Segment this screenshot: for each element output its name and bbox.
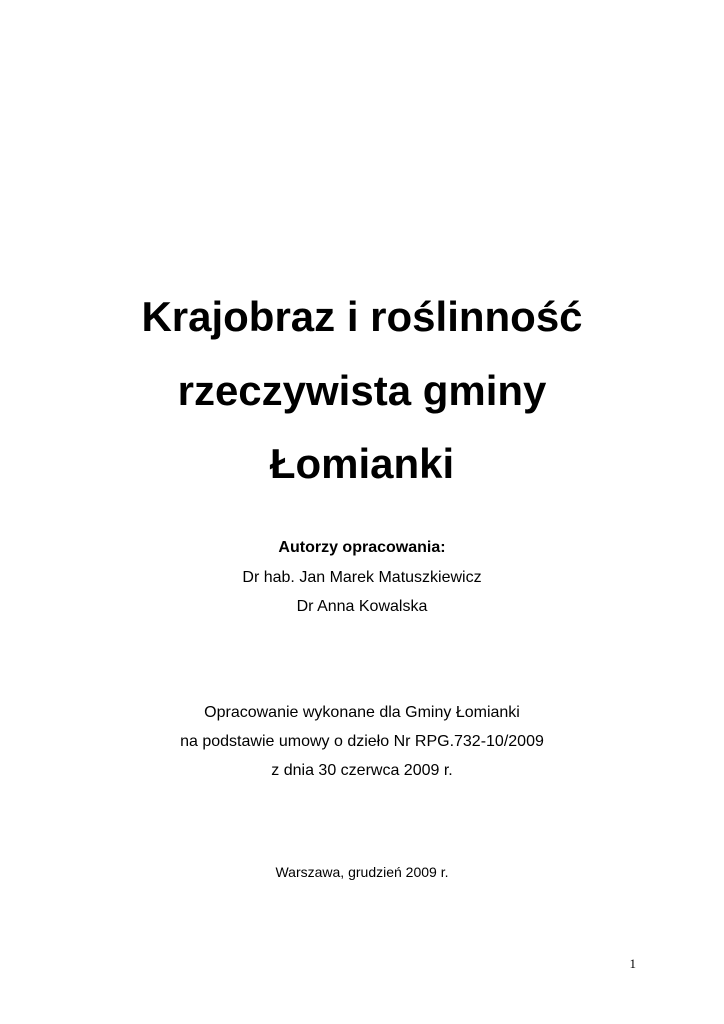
authors-heading: Autorzy opracowania: — [278, 539, 446, 556]
place-date: Warszawa, grudzień 2009 r. — [275, 864, 449, 880]
commission-line-3: z dnia 30 czerwca 2009 r. — [271, 762, 453, 779]
title-line-2: rzeczywista gminy — [177, 367, 547, 414]
page-number: 1 — [629, 956, 636, 971]
author-name-2: Dr Anna Kowalska — [296, 598, 428, 615]
title-line-1: Krajobraz i roślinność — [141, 293, 583, 340]
title-line-3: Łomianki — [269, 440, 455, 487]
commission-line-2: na podstawie umowy o dzieło Nr RPG.732-10/2009 — [180, 733, 544, 750]
commission-line-1: Opracowanie wykonane dla Gminy Łomianki — [204, 704, 520, 721]
author-name-1: Dr hab. Jan Marek Matuszkiewicz — [242, 569, 482, 586]
